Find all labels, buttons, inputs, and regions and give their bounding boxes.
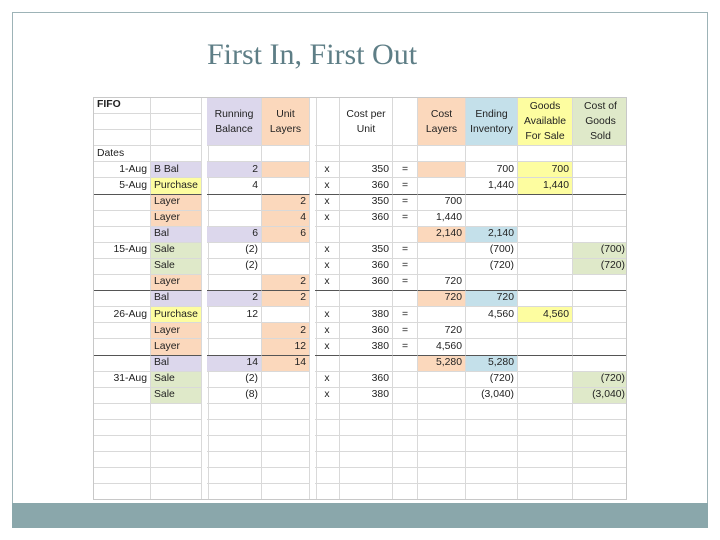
- slide-title: First In, First Out: [207, 38, 418, 71]
- description-cell: Layer: [151, 323, 202, 339]
- date-cell: [94, 388, 151, 404]
- running-balance-cell: [207, 275, 262, 291]
- goods-available-cell: [518, 372, 573, 388]
- dates-label: Dates: [94, 146, 151, 162]
- cost-per-unit-cell: [340, 227, 393, 243]
- cost-per-unit-cell: 350: [340, 195, 393, 211]
- cogs-cell: [573, 211, 627, 227]
- cost-layers-cell: [418, 162, 466, 178]
- times-cell: x: [315, 195, 340, 211]
- cogs-cell: (720): [573, 372, 627, 388]
- running-balance-cell: 12: [207, 307, 262, 323]
- running-balance-cell: 6: [207, 227, 262, 243]
- empty-cell: [573, 452, 627, 468]
- cost-per-unit-cell: 360: [340, 372, 393, 388]
- date-cell: [94, 195, 151, 211]
- times-cell: x: [315, 211, 340, 227]
- unit-layers-cell: [262, 259, 310, 275]
- cost-layers-cell: 720: [418, 291, 466, 307]
- cost-layers-cell: 720: [418, 275, 466, 291]
- empty-cell: [393, 452, 418, 468]
- fifo-label: FIFO: [94, 98, 151, 114]
- ending-inventory-cell: 5,280: [466, 356, 518, 372]
- equals-cell: [393, 356, 418, 372]
- date-cell: [94, 227, 151, 243]
- empty-cell: [466, 468, 518, 484]
- cost-per-unit-cell: 350: [340, 243, 393, 259]
- goods-available-cell: [518, 339, 573, 355]
- description-cell: Purchase: [151, 307, 202, 323]
- goods-available-cell: [518, 275, 573, 291]
- unit-layers-cell: 2: [262, 275, 310, 291]
- unit-layers-cell: 14: [262, 356, 310, 372]
- date-cell: [94, 291, 151, 307]
- date-cell: [94, 339, 151, 355]
- ending-inventory-cell: [466, 195, 518, 211]
- description-cell: Bal: [151, 291, 202, 307]
- empty-cell: [466, 436, 518, 452]
- cost-layers-cell: 4,560: [418, 339, 466, 355]
- empty-cell: [151, 484, 202, 500]
- empty-cell: [340, 420, 393, 436]
- times-cell: x: [315, 178, 340, 194]
- unit-layers-cell: 2: [262, 195, 310, 211]
- cogs-cell: [573, 195, 627, 211]
- empty-cell: [207, 452, 262, 468]
- header-ending-inventory: Ending Inventory: [466, 98, 518, 146]
- unit-layers-cell: [262, 307, 310, 323]
- empty-cell: [466, 484, 518, 500]
- empty-cell: [573, 420, 627, 436]
- empty-cell: [418, 420, 466, 436]
- ending-inventory-cell: 1,440: [466, 178, 518, 194]
- equals-cell: =: [393, 243, 418, 259]
- running-balance-cell: 4: [207, 178, 262, 194]
- equals-cell: =: [393, 307, 418, 323]
- empty-cell: [315, 420, 340, 436]
- unit-layers-cell: 12: [262, 339, 310, 355]
- equals-cell: =: [393, 323, 418, 339]
- date-cell: 5-Aug: [94, 178, 151, 194]
- cost-per-unit-cell: [340, 291, 393, 307]
- description-cell: Sale: [151, 243, 202, 259]
- header-goods-available: Goods Available For Sale: [518, 98, 573, 146]
- ending-inventory-cell: 720: [466, 291, 518, 307]
- description-cell: Purchase: [151, 178, 202, 194]
- empty-cell: [418, 436, 466, 452]
- times-cell: x: [315, 275, 340, 291]
- running-balance-cell: [207, 339, 262, 355]
- times-cell: [315, 356, 340, 372]
- header-running-balance: Running Balance: [207, 98, 262, 146]
- running-balance-cell: (2): [207, 372, 262, 388]
- date-cell: [94, 259, 151, 275]
- unit-layers-cell: 4: [262, 211, 310, 227]
- cost-layers-cell: 720: [418, 323, 466, 339]
- cogs-cell: (3,040): [573, 388, 627, 404]
- empty-cell: [340, 452, 393, 468]
- empty-cell: [151, 436, 202, 452]
- empty-cell: [262, 436, 310, 452]
- empty-cell: [315, 452, 340, 468]
- cost-layers-cell: [418, 388, 466, 404]
- empty-cell: [518, 484, 573, 500]
- unit-layers-cell: [262, 162, 310, 178]
- goods-available-cell: 4,560: [518, 307, 573, 323]
- equals-cell: [393, 291, 418, 307]
- equals-cell: =: [393, 339, 418, 355]
- running-balance-cell: 14: [207, 356, 262, 372]
- header-cost-layers: Cost Layers: [418, 98, 466, 146]
- goods-available-cell: [518, 388, 573, 404]
- cost-layers-cell: [418, 372, 466, 388]
- cost-layers-cell: 2,140: [418, 227, 466, 243]
- cogs-cell: [573, 323, 627, 339]
- ending-inventory-cell: 2,140: [466, 227, 518, 243]
- description-cell: Layer: [151, 195, 202, 211]
- cogs-cell: [573, 356, 627, 372]
- times-cell: x: [315, 339, 340, 355]
- ending-inventory-cell: 4,560: [466, 307, 518, 323]
- empty-cell: [315, 404, 340, 420]
- running-balance-cell: (8): [207, 388, 262, 404]
- empty-cell: [94, 484, 151, 500]
- empty-cell: [466, 420, 518, 436]
- description-cell: Layer: [151, 339, 202, 355]
- times-cell: x: [315, 372, 340, 388]
- cost-layers-cell: [418, 178, 466, 194]
- goods-available-cell: 700: [518, 162, 573, 178]
- empty-cell: [207, 420, 262, 436]
- cost-layers-cell: [418, 307, 466, 323]
- empty-cell: [94, 436, 151, 452]
- description-cell: Sale: [151, 388, 202, 404]
- unit-layers-cell: 2: [262, 323, 310, 339]
- running-balance-cell: [207, 323, 262, 339]
- description-cell: Bal: [151, 227, 202, 243]
- empty-cell: [518, 468, 573, 484]
- cogs-cell: [573, 275, 627, 291]
- cogs-cell: (700): [573, 243, 627, 259]
- cost-per-unit-cell: 360: [340, 259, 393, 275]
- empty-cell: [315, 468, 340, 484]
- empty-cell: [340, 404, 393, 420]
- date-cell: 31-Aug: [94, 372, 151, 388]
- empty-cell: [262, 420, 310, 436]
- goods-available-cell: [518, 259, 573, 275]
- goods-available-cell: [518, 356, 573, 372]
- ending-inventory-cell: (700): [466, 243, 518, 259]
- date-cell: [94, 275, 151, 291]
- times-cell: x: [315, 162, 340, 178]
- running-balance-cell: [207, 195, 262, 211]
- empty-cell: [207, 436, 262, 452]
- cogs-cell: [573, 291, 627, 307]
- empty-cell: [94, 420, 151, 436]
- header-cogs: Cost of Goods Sold: [573, 98, 627, 146]
- goods-available-cell: [518, 291, 573, 307]
- cost-per-unit-cell: [340, 356, 393, 372]
- date-cell: [94, 356, 151, 372]
- equals-cell: =: [393, 211, 418, 227]
- cogs-cell: [573, 162, 627, 178]
- times-cell: x: [315, 323, 340, 339]
- equals-cell: =: [393, 195, 418, 211]
- fifo-spreadsheet: [93, 97, 627, 500]
- cogs-cell: [573, 178, 627, 194]
- cost-per-unit-cell: 360: [340, 323, 393, 339]
- empty-cell: [262, 404, 310, 420]
- empty-cell: [393, 420, 418, 436]
- running-balance-cell: 2: [207, 291, 262, 307]
- empty-cell: [340, 468, 393, 484]
- cost-per-unit-cell: 360: [340, 211, 393, 227]
- cost-layers-cell: 1,440: [418, 211, 466, 227]
- date-cell: 15-Aug: [94, 243, 151, 259]
- empty-cell: [418, 468, 466, 484]
- empty-cell: [207, 404, 262, 420]
- empty-cell: [518, 420, 573, 436]
- equals-cell: [393, 372, 418, 388]
- description-cell: Layer: [151, 211, 202, 227]
- cogs-cell: [573, 339, 627, 355]
- empty-cell: [207, 468, 262, 484]
- cost-per-unit-cell: 360: [340, 178, 393, 194]
- empty-cell: [207, 484, 262, 500]
- empty-cell: [573, 484, 627, 500]
- empty-cell: [393, 468, 418, 484]
- date-cell: 1-Aug: [94, 162, 151, 178]
- unit-layers-cell: [262, 178, 310, 194]
- footer-bar: [12, 503, 708, 528]
- unit-layers-cell: 2: [262, 291, 310, 307]
- empty-cell: [418, 452, 466, 468]
- description-cell: B Bal: [151, 162, 202, 178]
- date-cell: [94, 323, 151, 339]
- cogs-cell: [573, 227, 627, 243]
- empty-cell: [151, 452, 202, 468]
- unit-layers-cell: [262, 243, 310, 259]
- goods-available-cell: [518, 243, 573, 259]
- cost-per-unit-cell: 380: [340, 388, 393, 404]
- equals-cell: =: [393, 259, 418, 275]
- unit-layers-cell: [262, 388, 310, 404]
- equals-cell: =: [393, 275, 418, 291]
- times-cell: x: [315, 307, 340, 323]
- empty-cell: [518, 452, 573, 468]
- equals-cell: [393, 227, 418, 243]
- equals-cell: =: [393, 178, 418, 194]
- cogs-cell: [573, 307, 627, 323]
- date-cell: [94, 211, 151, 227]
- empty-cell: [393, 484, 418, 500]
- date-cell: 26-Aug: [94, 307, 151, 323]
- empty-cell: [151, 468, 202, 484]
- empty-cell: [340, 484, 393, 500]
- header-cost-per-unit: Cost per Unit: [340, 98, 393, 146]
- description-cell: Layer: [151, 275, 202, 291]
- empty-cell: [262, 452, 310, 468]
- empty-cell: [573, 436, 627, 452]
- empty-cell: [340, 436, 393, 452]
- empty-cell: [466, 404, 518, 420]
- empty-cell: [151, 404, 202, 420]
- ending-inventory-cell: (720): [466, 259, 518, 275]
- empty-cell: [418, 404, 466, 420]
- empty-cell: [315, 484, 340, 500]
- running-balance-cell: (2): [207, 243, 262, 259]
- empty-cell: [518, 404, 573, 420]
- equals-cell: [393, 388, 418, 404]
- goods-available-cell: [518, 195, 573, 211]
- empty-cell: [393, 404, 418, 420]
- ending-inventory-cell: (3,040): [466, 388, 518, 404]
- description-cell: Bal: [151, 356, 202, 372]
- unit-layers-cell: [262, 372, 310, 388]
- running-balance-cell: 2: [207, 162, 262, 178]
- goods-available-cell: [518, 323, 573, 339]
- cost-per-unit-cell: 380: [340, 339, 393, 355]
- empty-cell: [466, 452, 518, 468]
- ending-inventory-cell: [466, 211, 518, 227]
- empty-cell: [573, 468, 627, 484]
- times-cell: x: [315, 259, 340, 275]
- cost-layers-cell: [418, 259, 466, 275]
- goods-available-cell: [518, 227, 573, 243]
- cogs-cell: (720): [573, 259, 627, 275]
- empty-cell: [518, 436, 573, 452]
- cost-layers-cell: [418, 243, 466, 259]
- description-cell: Sale: [151, 372, 202, 388]
- cost-per-unit-cell: 350: [340, 162, 393, 178]
- running-balance-cell: (2): [207, 259, 262, 275]
- ending-inventory-cell: [466, 275, 518, 291]
- header-unit-layers: Unit Layers: [262, 98, 310, 146]
- ending-inventory-cell: (720): [466, 372, 518, 388]
- unit-layers-cell: 6: [262, 227, 310, 243]
- description-cell: Sale: [151, 259, 202, 275]
- times-cell: [315, 227, 340, 243]
- empty-cell: [94, 468, 151, 484]
- goods-available-cell: 1,440: [518, 178, 573, 194]
- empty-cell: [418, 484, 466, 500]
- ending-inventory-cell: [466, 339, 518, 355]
- cost-layers-cell: 700: [418, 195, 466, 211]
- empty-cell: [393, 436, 418, 452]
- empty-cell: [94, 404, 151, 420]
- cost-per-unit-cell: 380: [340, 307, 393, 323]
- equals-cell: =: [393, 162, 418, 178]
- times-cell: [315, 291, 340, 307]
- empty-cell: [573, 404, 627, 420]
- empty-cell: [315, 436, 340, 452]
- ending-inventory-cell: [466, 323, 518, 339]
- empty-cell: [262, 468, 310, 484]
- goods-available-cell: [518, 211, 573, 227]
- empty-cell: [151, 420, 202, 436]
- cost-layers-cell: 5,280: [418, 356, 466, 372]
- times-cell: x: [315, 243, 340, 259]
- running-balance-cell: [207, 211, 262, 227]
- times-cell: x: [315, 388, 340, 404]
- cost-per-unit-cell: 360: [340, 275, 393, 291]
- empty-cell: [262, 484, 310, 500]
- ending-inventory-cell: 700: [466, 162, 518, 178]
- empty-cell: [94, 452, 151, 468]
